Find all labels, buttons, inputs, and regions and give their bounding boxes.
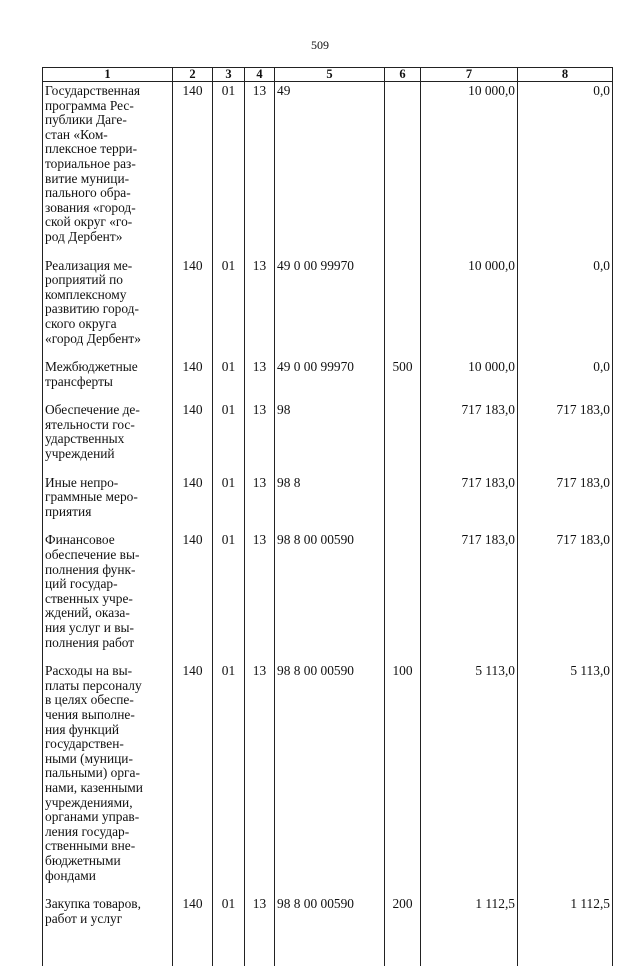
table-row bbox=[43, 401, 613, 473]
ministry-code-cell: 140 bbox=[173, 531, 213, 662]
row-name-line: ными (муници- bbox=[45, 752, 170, 767]
row-name-line: чения выполне- bbox=[45, 708, 170, 723]
amount-col-7-cell: 10 000,0 bbox=[421, 257, 518, 359]
row-name-line: роприятий по bbox=[45, 273, 170, 288]
amount-col-8-cell: 717 183,0 bbox=[518, 401, 613, 473]
row-name-line: ториальное раз- bbox=[45, 157, 170, 172]
amount-col-7-cell: 717 183,0 bbox=[421, 531, 518, 662]
header-row bbox=[43, 68, 613, 82]
page-number: 509 bbox=[0, 38, 640, 53]
col-header-1: 1 bbox=[43, 68, 173, 82]
row-name-line: платы персоналу bbox=[45, 679, 170, 694]
amount-col-7-cell: 1 112,5 bbox=[421, 895, 518, 966]
row-name-cell bbox=[43, 401, 173, 473]
table-row bbox=[43, 895, 613, 966]
target-article-code-cell: 49 0 00 99970 bbox=[275, 358, 385, 401]
subsection-code-cell: 13 bbox=[245, 82, 275, 257]
row-name-line: Иные непро- bbox=[45, 476, 170, 491]
row-name-line: Реализация ме- bbox=[45, 259, 170, 274]
subsection-code-cell: 13 bbox=[245, 531, 275, 662]
row-name-line: ждений, оказа- bbox=[45, 606, 170, 621]
row-name-line: программа Рес- bbox=[45, 99, 170, 114]
row-name-line: ятельности гос- bbox=[45, 418, 170, 433]
row-name-cell bbox=[43, 531, 173, 662]
row-name-line: ского округа bbox=[45, 317, 170, 332]
row-name-cell bbox=[43, 358, 173, 401]
row-name-line: работ и услуг bbox=[45, 912, 170, 927]
subsection-code-cell: 13 bbox=[245, 358, 275, 401]
section-code-cell: 01 bbox=[213, 662, 245, 895]
ministry-code-cell: 140 bbox=[173, 895, 213, 966]
col-header-5: 5 bbox=[275, 68, 385, 82]
row-name-line: Обеспечение де- bbox=[45, 403, 170, 418]
table-row bbox=[43, 257, 613, 359]
expense-type-code-cell: 200 bbox=[385, 895, 421, 966]
row-name-line: род Дербент» bbox=[45, 230, 170, 245]
target-article-code-cell: 98 bbox=[275, 401, 385, 473]
row-name-line: полнения функ- bbox=[45, 563, 170, 578]
row-name-line: ций государ- bbox=[45, 577, 170, 592]
section-code-cell: 01 bbox=[213, 895, 245, 966]
target-article-code-cell: 49 bbox=[275, 82, 385, 257]
amount-col-7-cell: 717 183,0 bbox=[421, 474, 518, 532]
row-name-line: Межбюджетные bbox=[45, 360, 170, 375]
amount-col-8-cell: 1 112,5 bbox=[518, 895, 613, 966]
row-name-line: пальными) орга- bbox=[45, 766, 170, 781]
row-name-line: бюджетными bbox=[45, 854, 170, 869]
col-header-8: 8 bbox=[518, 68, 613, 82]
col-header-2: 2 bbox=[173, 68, 213, 82]
amount-col-8-cell: 0,0 bbox=[518, 257, 613, 359]
target-article-code-cell: 98 8 00 00590 bbox=[275, 662, 385, 895]
row-name-line: Государственная bbox=[45, 84, 170, 99]
expense-type-code-cell: 500 bbox=[385, 358, 421, 401]
ministry-code-cell: 140 bbox=[173, 82, 213, 257]
target-article-code-cell: 98 8 00 00590 bbox=[275, 531, 385, 662]
ministry-code-cell: 140 bbox=[173, 474, 213, 532]
row-name-line: ской округ «го- bbox=[45, 215, 170, 230]
section-code-cell: 01 bbox=[213, 531, 245, 662]
row-name-line: государствен- bbox=[45, 737, 170, 752]
row-name-line: «город Дербент» bbox=[45, 332, 170, 347]
table-row bbox=[43, 531, 613, 662]
row-name-cell bbox=[43, 82, 173, 257]
ministry-code-cell: 140 bbox=[173, 401, 213, 473]
expense-type-code-cell: 100 bbox=[385, 662, 421, 895]
section-code-cell: 01 bbox=[213, 401, 245, 473]
col-header-4: 4 bbox=[245, 68, 275, 82]
row-name-cell bbox=[43, 474, 173, 532]
amount-col-8-cell: 0,0 bbox=[518, 358, 613, 401]
table-row bbox=[43, 82, 613, 257]
row-name-line: зования «город- bbox=[45, 201, 170, 216]
row-name-line: фондами bbox=[45, 869, 170, 884]
ministry-code-cell: 140 bbox=[173, 358, 213, 401]
table-body bbox=[43, 82, 613, 966]
section-code-cell: 01 bbox=[213, 358, 245, 401]
row-name-line: ударственных bbox=[45, 432, 170, 447]
expense-type-code-cell bbox=[385, 257, 421, 359]
row-name-cell bbox=[43, 257, 173, 359]
amount-col-7-cell: 10 000,0 bbox=[421, 358, 518, 401]
row-name-line: развитию город- bbox=[45, 302, 170, 317]
row-name-line: граммные меро- bbox=[45, 490, 170, 505]
amount-col-8-cell: 0,0 bbox=[518, 82, 613, 257]
row-name-line: ния функций bbox=[45, 723, 170, 738]
amount-col-7-cell: 717 183,0 bbox=[421, 401, 518, 473]
target-article-code-cell: 98 8 00 00590 bbox=[275, 895, 385, 966]
row-name-line: органами управ- bbox=[45, 810, 170, 825]
expense-type-code-cell bbox=[385, 474, 421, 532]
row-name-line: пального обра- bbox=[45, 186, 170, 201]
amount-col-8-cell: 5 113,0 bbox=[518, 662, 613, 895]
row-name-line: плексное терри- bbox=[45, 142, 170, 157]
col-header-3: 3 bbox=[213, 68, 245, 82]
budget-table bbox=[42, 67, 613, 966]
amount-col-7-cell: 10 000,0 bbox=[421, 82, 518, 257]
amount-col-7-cell: 5 113,0 bbox=[421, 662, 518, 895]
row-name-line: приятия bbox=[45, 505, 170, 520]
expense-type-code-cell bbox=[385, 531, 421, 662]
row-name-line: трансферты bbox=[45, 375, 170, 390]
section-code-cell: 01 bbox=[213, 82, 245, 257]
row-name-line: витие муници- bbox=[45, 172, 170, 187]
amount-col-8-cell: 717 183,0 bbox=[518, 531, 613, 662]
subsection-code-cell: 13 bbox=[245, 257, 275, 359]
row-name-line: Финансовое bbox=[45, 533, 170, 548]
row-name-line: ления государ- bbox=[45, 825, 170, 840]
row-name-line: полнения работ bbox=[45, 636, 170, 651]
table-row bbox=[43, 358, 613, 401]
expense-type-code-cell bbox=[385, 401, 421, 473]
row-name-line: ственными вне- bbox=[45, 839, 170, 854]
row-name-line: обеспечение вы- bbox=[45, 548, 170, 563]
row-name-line: нами, казенными bbox=[45, 781, 170, 796]
amount-col-8-cell: 717 183,0 bbox=[518, 474, 613, 532]
row-name-line: комплексному bbox=[45, 288, 170, 303]
col-header-7: 7 bbox=[421, 68, 518, 82]
col-header-6: 6 bbox=[385, 68, 421, 82]
expense-type-code-cell bbox=[385, 82, 421, 257]
table-row bbox=[43, 662, 613, 895]
table-row bbox=[43, 474, 613, 532]
subsection-code-cell: 13 bbox=[245, 474, 275, 532]
row-name-line: ственных учре- bbox=[45, 592, 170, 607]
ministry-code-cell: 140 bbox=[173, 257, 213, 359]
row-name-cell bbox=[43, 662, 173, 895]
target-article-code-cell: 49 0 00 99970 bbox=[275, 257, 385, 359]
row-name-line: учреждений bbox=[45, 447, 170, 462]
section-code-cell: 01 bbox=[213, 257, 245, 359]
subsection-code-cell: 13 bbox=[245, 895, 275, 966]
row-name-line: в целях обеспе- bbox=[45, 693, 170, 708]
row-name-line: ния услуг и вы- bbox=[45, 621, 170, 636]
row-name-line: публики Даге- bbox=[45, 113, 170, 128]
row-name-cell bbox=[43, 895, 173, 966]
subsection-code-cell: 13 bbox=[245, 401, 275, 473]
row-name-line: Закупка товаров, bbox=[45, 897, 170, 912]
target-article-code-cell: 98 8 bbox=[275, 474, 385, 532]
subsection-code-cell: 13 bbox=[245, 662, 275, 895]
ministry-code-cell: 140 bbox=[173, 662, 213, 895]
row-name-line: учреждениями, bbox=[45, 796, 170, 811]
row-name-line: Расходы на вы- bbox=[45, 664, 170, 679]
row-name-line: стан «Ком- bbox=[45, 128, 170, 143]
section-code-cell: 01 bbox=[213, 474, 245, 532]
